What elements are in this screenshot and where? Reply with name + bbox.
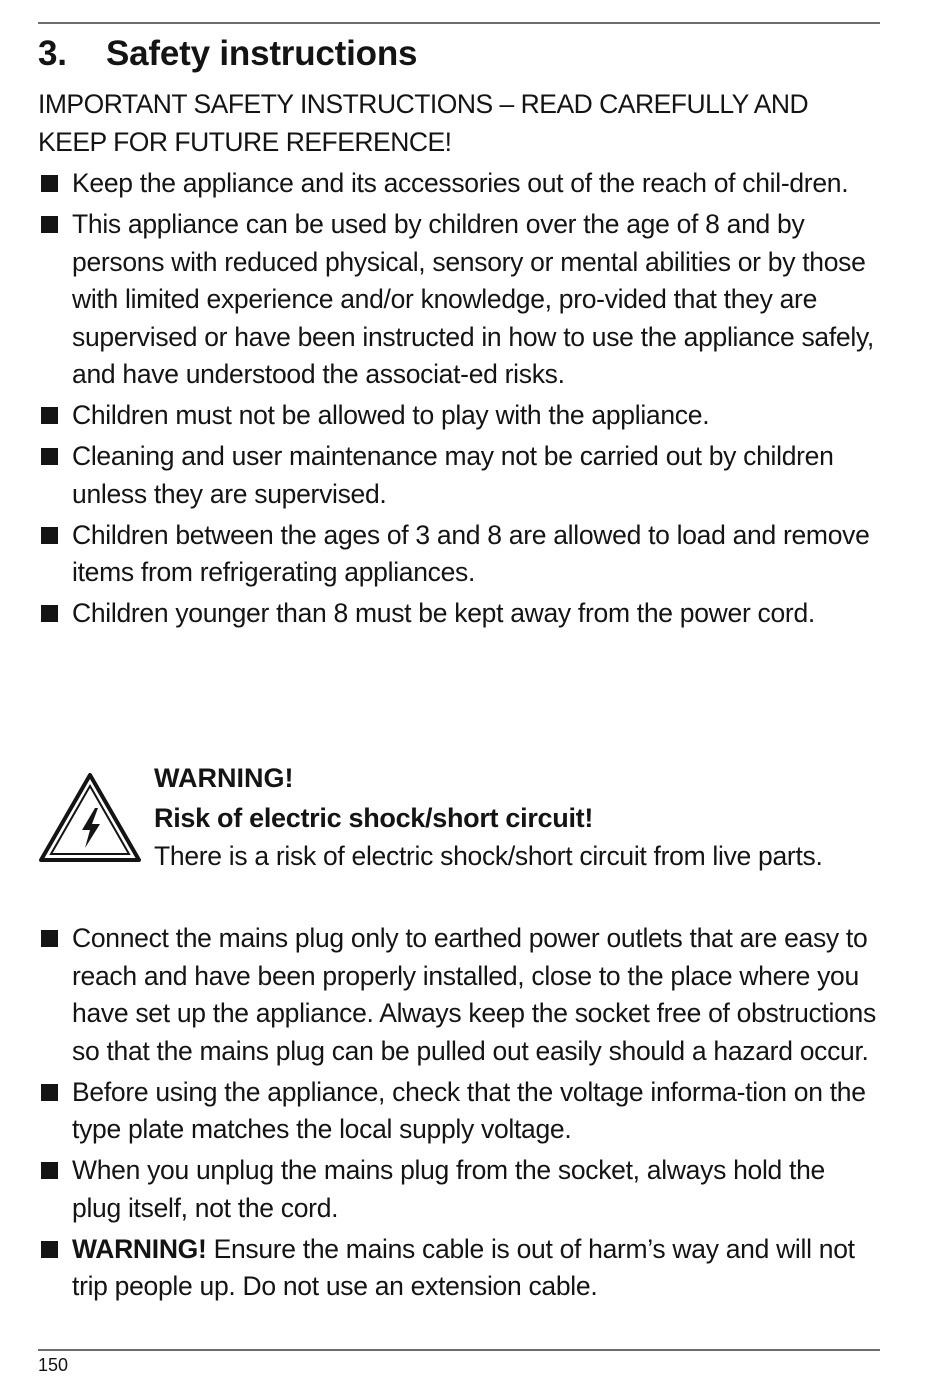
square-bullet-icon	[41, 216, 58, 233]
section-heading	[38, 32, 417, 76]
list-item	[38, 206, 880, 394]
page-number: 150	[38, 1355, 69, 1375]
list-item	[38, 920, 880, 1070]
list-item	[38, 1231, 880, 1306]
top-rule	[38, 22, 880, 24]
section-title: Safety instructions	[106, 34, 418, 73]
safety-list-1	[38, 165, 880, 636]
list-item	[38, 397, 880, 435]
bottom-rule	[38, 1349, 880, 1351]
list-item	[38, 1074, 880, 1149]
list-item-text: Children younger than 8 must be kept away from the power cord.	[72, 598, 815, 628]
square-bullet-icon	[41, 930, 58, 947]
warning-text	[154, 758, 880, 876]
inline-warning-label: WARNING!	[72, 1233, 207, 1264]
square-bullet-icon	[41, 448, 58, 465]
list-item	[38, 517, 880, 592]
warning-block	[38, 758, 880, 918]
list-item-text: Cleaning and user maintenance may not be carried out by children unless they are supervised.	[72, 441, 834, 509]
list-item-text: Before using the appliance, check that the voltage informa-tion on the type plate matches the local supply voltage.	[72, 1076, 866, 1144]
list-item	[38, 438, 880, 513]
list-item-text: Keep the appliance and its accessories out of the reach of chil-dren.	[72, 168, 849, 198]
intro-text: IMPORTANT SAFETY INSTRUCTIONS – READ CAREFULLY AND KEEP FOR FUTURE REFERENCE!	[38, 89, 809, 157]
square-bullet-icon	[41, 605, 58, 622]
square-bullet-icon	[41, 407, 58, 424]
square-bullet-icon	[41, 175, 58, 192]
warning-title: WARNING!	[154, 763, 294, 793]
square-bullet-icon	[41, 527, 58, 544]
list-item	[38, 165, 880, 203]
electric-hazard-triangle-icon	[38, 772, 142, 864]
list-item-text: This appliance can be used by children over the age of 8 and by persons with reduced physical, sensory or mental abilities or by those with limited experience and/or knowledge, pro-vided that they are supervised or have been instructed in how to use the appliance safely, and have understood the associat-ed risks.	[72, 209, 874, 389]
section-number: 3.	[38, 34, 67, 73]
square-bullet-icon	[41, 1084, 58, 1101]
list-item	[38, 1152, 880, 1227]
safety-list-2	[38, 920, 880, 1309]
warning-body: There is a risk of electric shock/short circuit from live parts.	[154, 841, 823, 871]
list-item-text: Children between the ages of 3 and 8 are allowed to load and remove items from refrigerating appliances.	[72, 519, 870, 587]
list-item	[38, 595, 880, 633]
list-item-text: Connect the mains plug only to earthed power outlets that are easy to reach and have been properly installed, close to the place where you have set up the appliance. Always keep the socket free of obstructions so that the mains plug can be pulled out easily should a hazard occur.	[72, 923, 876, 1066]
warning-subtitle: Risk of electric shock/short circuit!	[154, 803, 594, 833]
list-item-text: When you unplug the mains plug from the socket, always hold the plug itself, not the cord.	[72, 1155, 825, 1223]
square-bullet-icon	[41, 1162, 58, 1179]
square-bullet-icon	[41, 1241, 58, 1258]
list-item-text: Ensure the mains cable is out of harm’s way and will not trip people up. Do not use an extension cable.	[72, 1233, 855, 1301]
list-item-text: Children must not be allowed to play with the appliance.	[72, 400, 710, 430]
